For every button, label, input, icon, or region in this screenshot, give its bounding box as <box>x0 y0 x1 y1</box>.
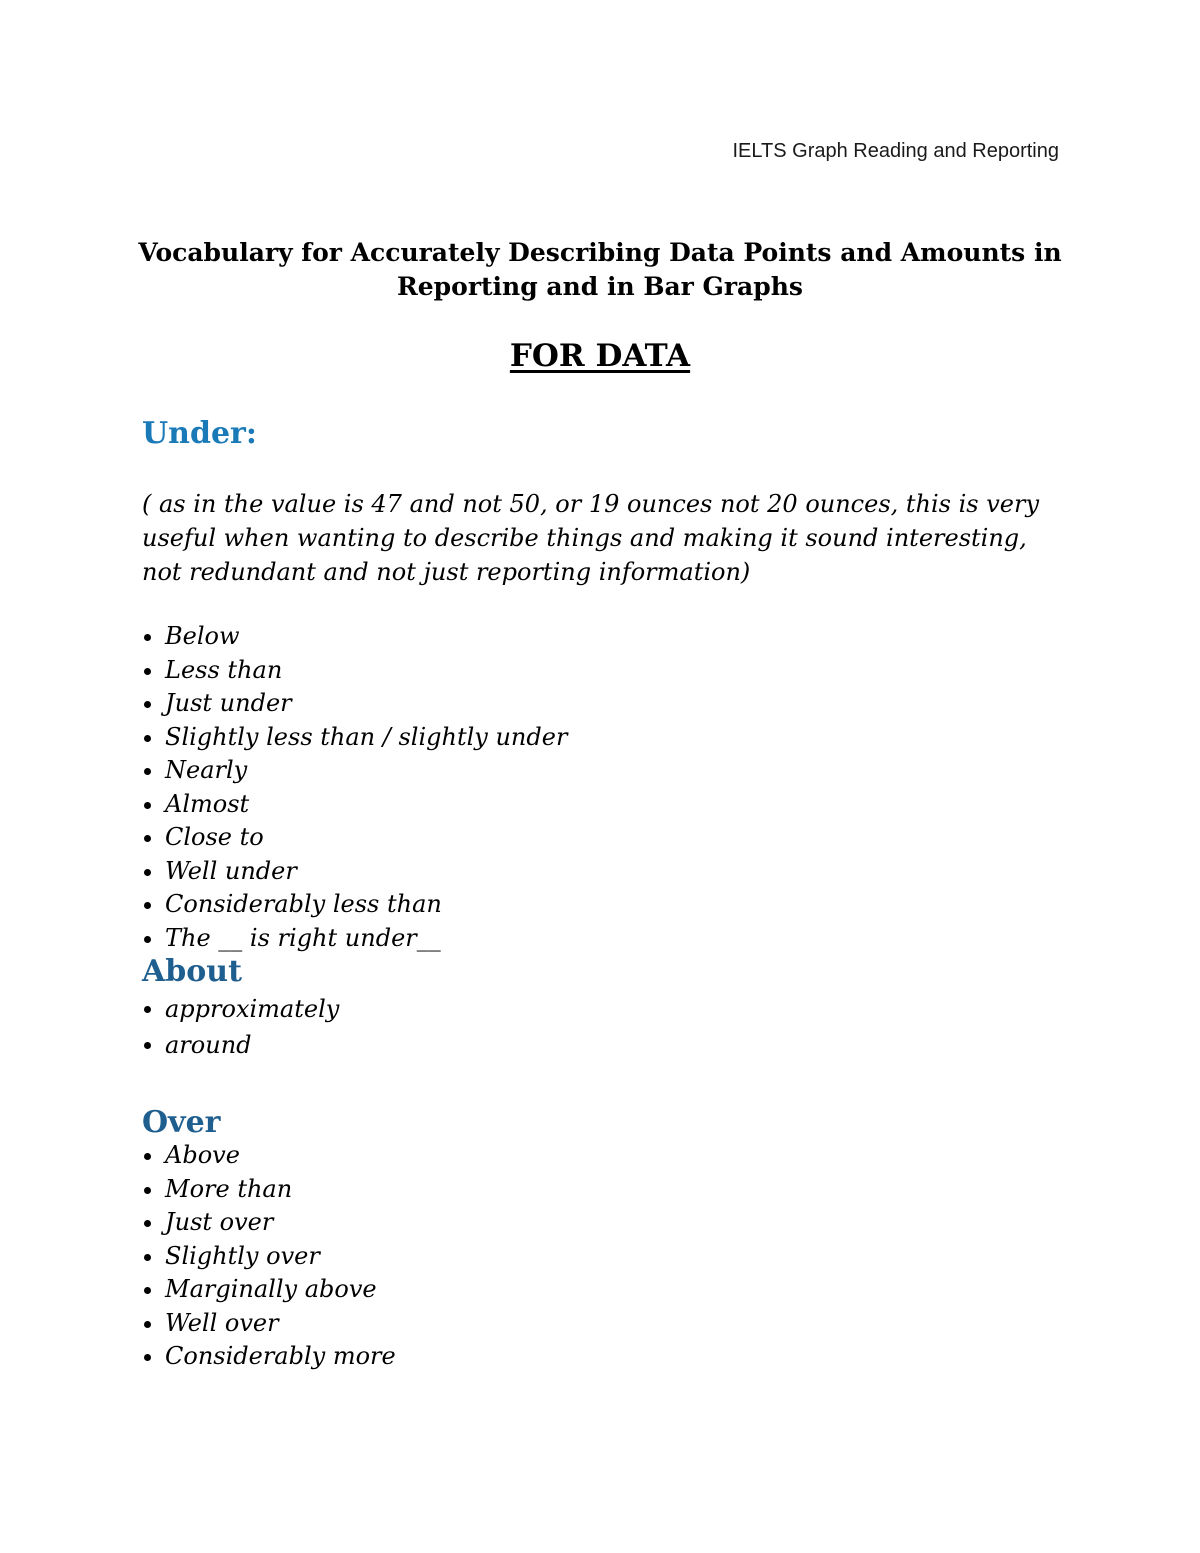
list-item-text: Slightly over <box>165 1241 320 1270</box>
bullet-icon <box>144 802 151 809</box>
over-heading: Over <box>142 1105 221 1140</box>
list-item <box>142 754 1062 788</box>
over-section <box>142 1103 1062 1374</box>
list-item <box>142 855 1062 889</box>
list-item <box>142 788 1062 822</box>
about-list <box>142 991 1062 1063</box>
list-item-text: Considerably less than <box>165 890 442 918</box>
list-item <box>142 721 1062 755</box>
list-item-text: Less than <box>165 655 283 684</box>
list-item <box>142 687 1062 721</box>
list-item-text: Close to <box>165 823 264 851</box>
bullet-icon <box>144 902 151 909</box>
bullet-icon <box>144 1354 151 1361</box>
list-item <box>142 1027 1062 1063</box>
bullet-icon <box>144 1321 151 1328</box>
list-item-text: Nearly <box>165 756 248 784</box>
list-item-text: The __ is right under__ <box>165 923 441 952</box>
running-header: IELTS Graph Reading and Reporting <box>732 140 1059 162</box>
list-item <box>142 1139 1062 1173</box>
list-item-text: around <box>165 1031 252 1059</box>
list-item-text: approximately <box>165 995 340 1023</box>
list-item-text: Well over <box>165 1308 279 1337</box>
list-item-text: Above <box>165 1141 240 1169</box>
list-item-text: Below <box>165 622 240 650</box>
bullet-icon <box>144 1287 151 1294</box>
bullet-icon <box>144 869 151 876</box>
list-item <box>142 1240 1062 1274</box>
list-item <box>142 1273 1062 1307</box>
bullet-icon <box>144 1254 151 1261</box>
list-item-text: Slightly less than / slightly under <box>165 722 568 751</box>
list-item-text: Marginally above <box>165 1275 377 1303</box>
about-heading: About <box>142 954 242 989</box>
list-item-text: Just under <box>165 689 292 717</box>
bullet-icon <box>144 1153 151 1160</box>
bullet-icon <box>144 835 151 842</box>
list-item <box>142 922 1062 956</box>
under-section <box>142 414 1062 955</box>
bullet-icon <box>144 668 151 675</box>
list-item-text: Considerably more <box>165 1342 396 1370</box>
bullet-icon <box>144 1187 151 1194</box>
list-item <box>142 1340 1062 1374</box>
under-note-text: ( as in the value is 47 and not 50, or 19 ounces not 20 ounces, this is very useful when wanting to describe things and making it sound interesting, not redundant and not just reporting information) <box>142 490 1040 586</box>
bullet-icon <box>144 735 151 742</box>
under-note <box>142 453 1042 589</box>
about-section <box>142 952 1062 1063</box>
list-item <box>142 1173 1062 1207</box>
section-title: FOR DATA <box>509 338 691 374</box>
list-item-text: More than <box>165 1174 293 1203</box>
bullet-icon <box>144 936 151 943</box>
bullet-icon <box>144 768 151 775</box>
bullet-icon <box>144 701 151 708</box>
under-heading: Under: <box>142 416 257 451</box>
list-item <box>142 888 1062 922</box>
list-item <box>142 654 1062 688</box>
document-title: Vocabulary for Accurately Describing Data Points and Amounts in Reporting and in Bar Graphs <box>138 238 1062 301</box>
list-item-text: Almost <box>165 789 250 818</box>
bullet-icon <box>144 1042 151 1049</box>
list-item <box>142 1206 1062 1240</box>
list-item <box>142 620 1062 654</box>
bullet-icon <box>144 1220 151 1227</box>
over-list <box>142 1139 1062 1374</box>
list-item <box>142 821 1062 855</box>
bullet-icon <box>144 1006 151 1013</box>
list-item <box>142 991 1062 1027</box>
list-item-text: Just over <box>165 1208 274 1236</box>
under-list <box>142 620 1062 955</box>
list-item-text: Well under <box>165 856 297 885</box>
bullet-icon <box>144 634 151 641</box>
list-item <box>142 1307 1062 1341</box>
